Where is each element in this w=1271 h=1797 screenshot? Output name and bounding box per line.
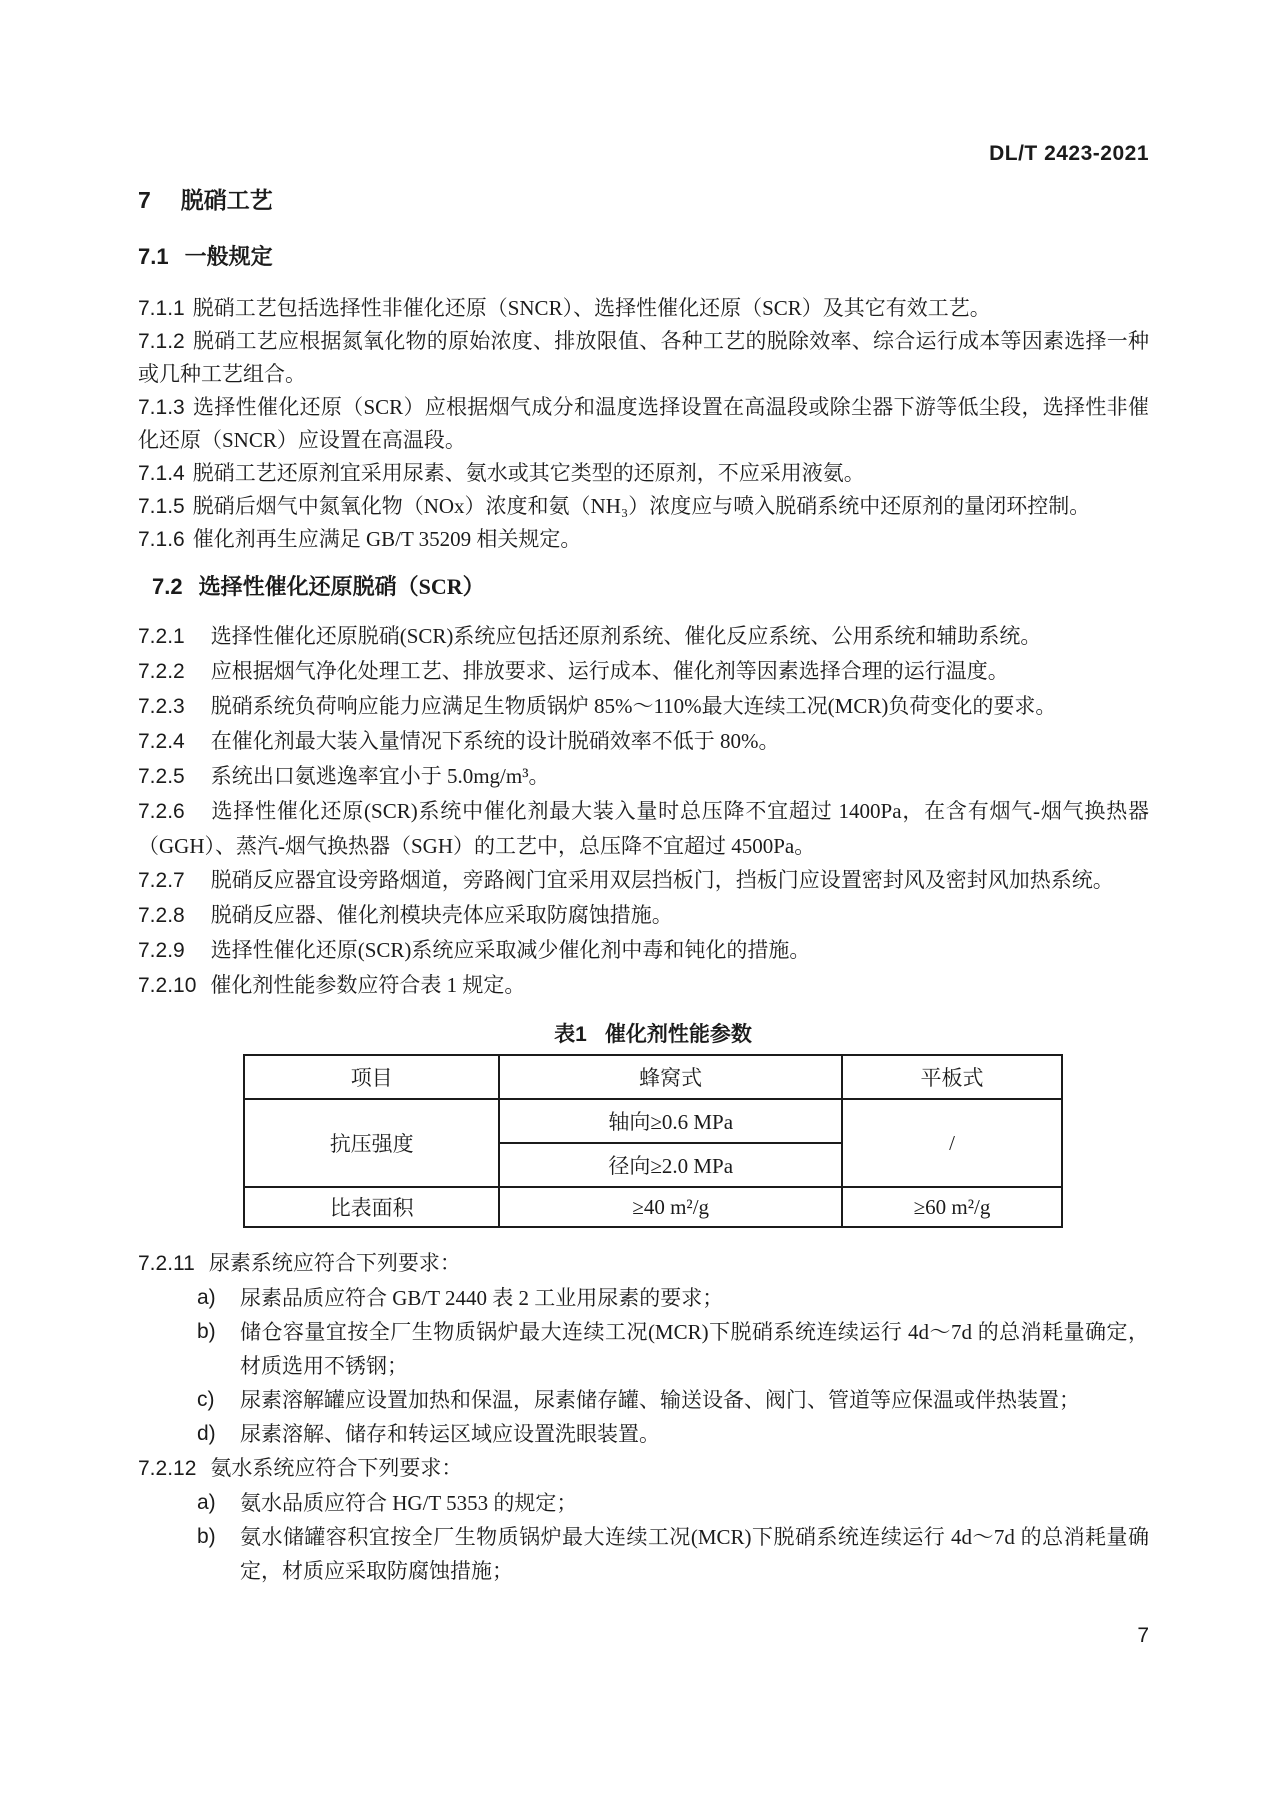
cell-honeycomb-surface: ≥40 m²/g <box>499 1187 842 1227</box>
clause-number: 7.1.4 <box>138 462 185 485</box>
header-item: 项目 <box>244 1055 499 1099</box>
list-text: 尿素溶解罐应设置加热和保温，尿素储存罐、输送设备、阀门、管道等应保温或伴热装置； <box>240 1388 1080 1412</box>
clause-7-1-4 <box>138 457 1149 490</box>
section-7-2-clauses <box>138 619 1149 1003</box>
page-number: 7 <box>1137 1624 1149 1647</box>
clause-number: 7.1.2 <box>138 330 185 353</box>
clause-7-2-10 <box>138 968 1149 1003</box>
clause-text: 脱硝工艺应根据氮氧化物的原始浓度、排放限值、各种工艺的脱除效率、综合运行成本等因素选择一种或几种工艺组合。 <box>138 329 1149 386</box>
clause-7-1-6 <box>138 523 1149 556</box>
catalyst-performance-table <box>243 1054 1063 1228</box>
clause-number: 7.2.2 <box>138 660 185 683</box>
clause-7-2-12 <box>138 1451 1149 1486</box>
list-marker: d) <box>197 1422 216 1445</box>
clause-text: 应根据烟气净化处理工艺、排放要求、运行成本、催化剂等因素选择合理的运行温度。 <box>210 659 1009 683</box>
section-7-2-title: 选择性催化还原脱硝（SCR） <box>198 574 485 599</box>
clause-text: 选择性催化还原（SCR）应根据烟气成分和温度选择设置在高温段或除尘器下游等低尘段，选择性非催化还原（SNCR）应设置在高温段。 <box>138 395 1149 452</box>
clause-number: 7.2.11 <box>138 1252 195 1275</box>
list-marker: a) <box>197 1491 216 1514</box>
cell-surface-label: 比表面积 <box>244 1187 499 1227</box>
clause-number: 7.2.4 <box>138 730 185 753</box>
clause-text: 脱硝反应器宜设旁路烟道，旁路阀门宜采用双层挡板门，挡板门应设置密封风及密封风加热系统。 <box>210 868 1114 892</box>
clause-7-1-1 <box>138 292 1149 325</box>
list-item-a <box>138 1281 1149 1315</box>
section-7-1-title: 一般规定 <box>184 244 273 269</box>
list-marker: b) <box>197 1525 216 1548</box>
clause-text: 催化剂再生应满足 GB/T 35209 相关规定。 <box>192 527 582 551</box>
table-header-row <box>244 1055 1062 1099</box>
table-caption-label: 表1 <box>554 1023 587 1046</box>
clause-7-1-5 <box>138 490 1149 523</box>
list-text: 尿素溶解、储存和转运区域应设置洗眼装置。 <box>240 1422 660 1446</box>
clause-7-2-1 <box>138 619 1149 654</box>
clause-7-2-6 <box>138 794 1149 863</box>
section-7-1-heading <box>138 243 1149 271</box>
clause-text: 在催化剂最大装入量情况下系统的设计脱硝效率不低于 80%。 <box>210 729 780 753</box>
section-7-2-heading <box>152 573 1149 601</box>
list-item-c <box>138 1383 1149 1417</box>
list-item-b <box>138 1520 1149 1588</box>
clause-text: 脱硝系统负荷响应能力应满足生物质锅炉 85%～110%最大连续工况(MCR)负荷变化的要求。 <box>210 694 1057 718</box>
clause-text: 脱硝工艺包括选择性非催化还原（SNCR）、选择性催化还原（SCR）及其它有效工艺。 <box>192 296 991 320</box>
clause-7-2-4 <box>138 724 1149 759</box>
cell-flat-surface: ≥60 m²/g <box>842 1187 1062 1227</box>
section-7-2-number: 7.2 <box>152 574 183 599</box>
clause-text: 脱硝后烟气中氮氧化物（NOx）浓度和氨（NH₃）浓度应与喷入脱硝系统中还原剂的量闭环控制。 <box>192 494 1091 518</box>
header-flat: 平板式 <box>842 1055 1062 1099</box>
header-honeycomb: 蜂窝式 <box>499 1055 842 1099</box>
clause-7-2-8 <box>138 898 1149 933</box>
clause-number: 7.2.8 <box>138 904 185 927</box>
clause-7-2-3 <box>138 689 1149 724</box>
cell-radial: 径向≥2.0 MPa <box>499 1143 842 1187</box>
clause-text: 脱硝工艺还原剂宜采用尿素、氨水或其它类型的还原剂，不应采用液氨。 <box>192 461 865 485</box>
list-item-d <box>138 1417 1149 1451</box>
clause-7-2-7 <box>138 863 1149 898</box>
standard-code: DL/T 2423-2021 <box>989 142 1149 165</box>
clause-number: 7.2.9 <box>138 939 185 962</box>
clause-number: 7.2.3 <box>138 695 185 718</box>
list-text: 氨水储罐容积宜按全厂生物质锅炉最大连续工况(MCR)下脱硝系统连续运行 4d～7d 的总消耗量确定，材质应采取防腐蚀措施； <box>240 1525 1149 1583</box>
clause-number: 7.1.3 <box>138 396 185 419</box>
list-text: 储仓容量宜按全厂生物质锅炉最大连续工况(MCR)下脱硝系统连续运行 4d～7d 的总消耗量确定，材质选用不锈钢； <box>240 1320 1149 1378</box>
list-text: 尿素品质应符合 GB/T 2440 表 2 工业用尿素的要求； <box>240 1286 724 1310</box>
table-row <box>244 1099 1062 1143</box>
clause-number: 7.2.7 <box>138 869 185 892</box>
list-item-b <box>138 1315 1149 1383</box>
chapter-heading <box>138 186 1149 215</box>
chapter-title: 脱硝工艺 <box>180 188 273 213</box>
cell-compressive-label: 抗压强度 <box>244 1099 499 1187</box>
clause-text: 尿素系统应符合下列要求： <box>208 1251 461 1275</box>
clause-7-1-3 <box>138 391 1149 457</box>
section-7-1-clauses <box>138 292 1149 556</box>
clause-7-2-11 <box>138 1246 1149 1281</box>
clause-7-2-2 <box>138 654 1149 689</box>
clause-7-2-5 <box>138 759 1149 794</box>
list-marker: a) <box>197 1286 216 1309</box>
clause-text: 催化剂性能参数应符合表 1 规定。 <box>210 973 526 997</box>
clause-number: 7.2.1 <box>138 625 185 648</box>
clause-number: 7.1.6 <box>138 528 185 551</box>
clause-text: 选择性催化还原(SCR)系统应采取减少催化剂中毒和钝化的措施。 <box>210 938 811 962</box>
clause-number: 7.2.5 <box>138 765 185 788</box>
clause-text: 氨水系统应符合下列要求： <box>210 1456 463 1480</box>
table-caption <box>243 1021 1063 1048</box>
table-row <box>244 1187 1062 1227</box>
clause-number: 7.1.5 <box>138 495 185 518</box>
table-caption-title: 催化剂性能参数 <box>604 1022 752 1046</box>
requirement-lists <box>138 1246 1149 1588</box>
clause-7-2-9 <box>138 933 1149 968</box>
clause-number: 7.2.10 <box>138 974 197 997</box>
clause-number: 7.2.12 <box>138 1457 197 1480</box>
list-item-a <box>138 1486 1149 1520</box>
clause-text: 选择性催化还原(SCR)系统中催化剂最大装入量时总压降不宜超过 1400Pa，在含有烟气-烟气换热器（GGH）、蒸汽-烟气换热器（SGH）的工艺中，总压降不宜超过 4500Pa。 <box>138 799 1149 858</box>
clause-number: 7.2.6 <box>138 800 185 823</box>
cell-axial: 轴向≥0.6 MPa <box>499 1099 842 1143</box>
list-marker: c) <box>197 1388 215 1411</box>
clause-text: 选择性催化还原脱硝(SCR)系统应包括还原剂系统、催化反应系统、公用系统和辅助系统。 <box>210 624 1042 648</box>
chapter-number: 7 <box>138 187 151 213</box>
list-text: 氨水品质应符合 HG/T 5353 的规定； <box>240 1491 578 1515</box>
clause-7-1-2 <box>138 325 1149 391</box>
clause-text: 系统出口氨逃逸率宜小于 5.0mg/m³。 <box>210 764 550 788</box>
list-marker: b) <box>197 1320 216 1343</box>
section-7-1-number: 7.1 <box>138 244 169 269</box>
clause-number: 7.1.1 <box>138 297 185 320</box>
cell-flat-compressive: / <box>842 1099 1062 1187</box>
clause-text: 脱硝反应器、催化剂模块壳体应采取防腐蚀措施。 <box>210 903 673 927</box>
